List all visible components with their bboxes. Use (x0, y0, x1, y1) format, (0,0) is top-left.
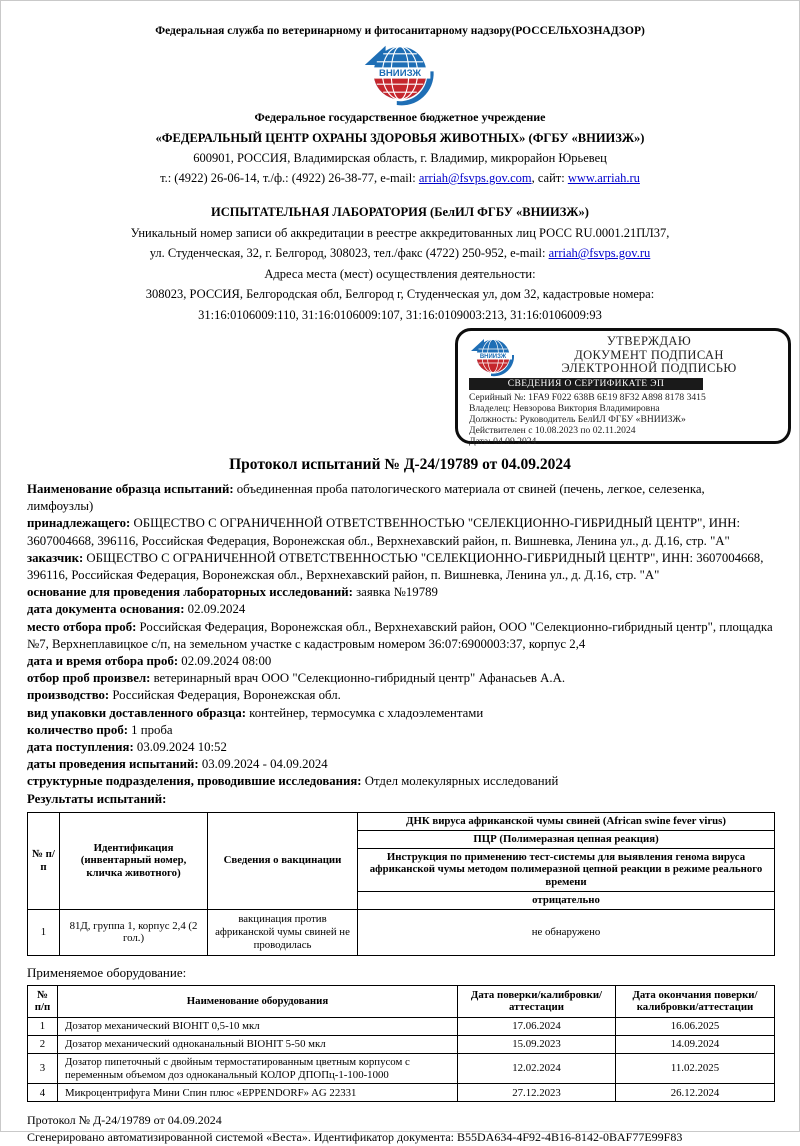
equipment-cell: 14.09.2024 (616, 1035, 775, 1053)
equipment-row (28, 1084, 775, 1102)
field-label: дата поступления: (27, 740, 134, 755)
field-label: дата и время отбора проб: (27, 654, 179, 669)
stamp-date: Дата: 04.09.2024 (469, 435, 537, 447)
stamp-certificate-band: СВЕДЕНИЯ О СЕРТИФИКАТЕ ЭП (469, 378, 703, 390)
field-value: 03.09.2024 - 04.09.2024 (198, 757, 328, 772)
field-row (27, 481, 773, 515)
field-label: место отбора проб: (27, 619, 137, 634)
equipment-cell: 11.02.2025 (616, 1053, 775, 1084)
results-test-name: ДНК вируса африканской чумы свиней (African swine fever virus) (358, 812, 775, 830)
equipment-cell: 12.02.2024 (458, 1053, 616, 1084)
field-row (27, 653, 773, 670)
field-row (27, 705, 773, 722)
site-link[interactable]: www.arriah.ru (567, 171, 640, 185)
field-row (27, 687, 773, 704)
field-value: Российская Федерация, Воронежская обл., Верхнехавский район, ООО "Селекционно-гибридный центр", площадка №7, Верхнеплавицкое с/п, на земельном участке с кадастровым номером 36:07:6900003:37, корпус 2,4 (27, 619, 773, 651)
agency-name: Федеральная служба по ветеринарному и фитосанитарному надзору(РОССЕЛЬХОЗНАДЗОР) (155, 25, 645, 37)
field-label: количество проб: (27, 722, 128, 737)
field-value: объединенная проба патологического материала от свиней (печень, легкое, селезенка, лимфоузлы) (27, 482, 705, 514)
field-label: основание для проведения лабораторных исследований: (27, 585, 353, 600)
equipment-row (28, 1053, 775, 1084)
field-label: заказчик: (27, 550, 84, 565)
org-type: Федеральное государственное бюджетное учреждение (254, 110, 546, 124)
vniizh-logo (355, 41, 445, 105)
field-label: отбор проб произвел: (27, 671, 151, 686)
org-address: 600901, РОССИЯ, Владимирская область, г. Владимир, микрорайон Юрьевец (193, 151, 607, 165)
email-link-lab[interactable]: arriah@fsvps.gov.ru (548, 246, 651, 260)
field-value: ОБЩЕСТВО С ОГРАНИЧЕННОЙ ОТВЕТСТВЕННОСТЬЮ "СЕЛЕКЦИОННО-ГИБРИДНЫЙ ЦЕНТР", ИНН: 3607004668, 396116, Российская Федерация, Воронежская обл., Верхнехавский район, п. Вишневка, Ленина ул., д. Д.16, стр. "А" (27, 550, 764, 583)
stamp-approve: УТВЕРЖДАЮ (606, 334, 692, 348)
document-title: Протокол испытаний № Д-24/19789 от 04.09.2024 (229, 456, 571, 473)
stamp-validity: Действителен с 10.08.2023 по 02.11.2024 (469, 424, 636, 436)
field-row (27, 773, 773, 790)
fields-list (27, 481, 773, 808)
results-row-id: 81Д, группа 1, корпус 2,4 (2 гол.) (60, 909, 208, 955)
stamp-serial: Серийный №: 1FA9 F022 638B 6E19 8F32 A898 8178 3415 (469, 392, 706, 403)
equipment-cell: 2 (28, 1035, 58, 1053)
field-value: Российская Федерация, Воронежская обл. (109, 688, 341, 703)
field-label: Наименование образца испытаний: (27, 482, 234, 496)
vniizh-globe-icon (355, 41, 445, 105)
field-row (27, 722, 773, 739)
equipment-header-row (28, 985, 775, 1017)
footer-protocol-number: Протокол № Д-24/19789 от 04.09.2024 (27, 1113, 222, 1128)
field-label: структурные подразделения, проводившие исследования: (27, 774, 362, 789)
equipment-cell: 4 (28, 1084, 58, 1102)
field-row (27, 515, 773, 549)
equipment-header-num: № п/п (28, 985, 58, 1017)
stamp-details (467, 393, 779, 447)
results-col-id: Идентификация (инвентарный номер, кличка животного) (60, 812, 208, 909)
field-row (27, 550, 773, 584)
field-label: производство: (27, 688, 110, 703)
lab-accreditation: Уникальный номер записи об аккредитации в реестре аккредитованных лиц РОСС RU.0001.21ПЛ37, (130, 225, 670, 240)
field-value: 1 проба (127, 722, 173, 737)
results-test-instruction: Инструкция по применению тест-системы для выявления генома вируса африканской чумы методом полимеразной цепной реакции в режиме реального времени (358, 848, 775, 891)
field-value: 02.09.2024 (184, 602, 246, 617)
footer-generated-by: Сгенерировано автоматизированной системой «Веста». Идентификатор документа: B55DA634-4F92-4B16-8142-0BAF77E99F83 (27, 1130, 683, 1145)
contacts-prefix: т.: (4922) 26-06-14, т./ф.: (4922) 26-38-77, e-mail: (160, 171, 419, 185)
results-row-num: 1 (28, 909, 60, 955)
stamp-top (467, 335, 779, 376)
equipment-cell: 16.06.2025 (616, 1017, 775, 1035)
equipment-cell: Дозатор пипеточный с двойным термостатированным цветным корпусом с переменным объемом доз одноканальный КОЛОР ДПОПц-1-100-1000 (58, 1053, 458, 1084)
email-link-main[interactable]: arriah@fsvps.gov.com (418, 171, 532, 185)
field-row (27, 619, 773, 653)
equipment-cell: 1 (28, 1017, 58, 1035)
equipment-header-date2: Дата окончания поверки/калибровки/аттестации (616, 985, 775, 1017)
equipment-cell: 26.12.2024 (616, 1084, 775, 1102)
lab-address (1, 243, 799, 264)
document-header (1, 1, 799, 325)
stamp-position: Должность: Руководитель БелИЛ ФГБУ «ВНИИЗЖ» (469, 413, 686, 425)
field-row (27, 756, 773, 773)
field-value: ветеринарный врач ООО "Селекционно-гибридный центр" Афанасьев А.А. (150, 671, 566, 686)
field-value: Отдел молекулярных исследований (361, 774, 559, 789)
field-value: 03.09.2024 10:52 (133, 740, 227, 755)
document-footer (27, 1112, 773, 1146)
equipment-section-label: Применяемое оборудование: (27, 964, 187, 980)
results-test-method: ПЦР (Полимеразная цепная реакция) (358, 830, 775, 848)
equipment-row (28, 1017, 775, 1035)
equipment-header-name: Наименование оборудования (58, 985, 458, 1017)
field-label: вид упаковки доставленного образца: (27, 705, 246, 720)
equipment-cell: Дозатор механический одноканальный BIOHIT 5-50 мкл (58, 1035, 458, 1053)
logo-text: ВНИИЗЖ (378, 68, 422, 80)
field-row (27, 791, 773, 808)
lab-address-text: ул. Студенческая, 32, г. Белгород, 308023, тел./факс (4722) 250-952, e-mail: (149, 246, 549, 260)
equipment-cell: Дозатор механический BIOHIT 0,5-10 мкл (58, 1017, 458, 1035)
field-value: 02.09.2024 08:00 (178, 654, 272, 669)
field-label: дата документа основания: (27, 602, 185, 617)
equipment-table (27, 985, 775, 1103)
results-table (27, 812, 775, 956)
field-value: контейнер, термосумка с хладоэлементами (245, 705, 484, 720)
field-label: Результаты испытаний: (27, 791, 167, 806)
results-row-result: не обнаружено (358, 909, 775, 955)
lab-cadastral-numbers: 31:16:0106009:110, 31:16:0106009:107, 31:16:0109003:213, 31:16:0106009:93 (198, 307, 602, 322)
field-label: принадлежащего: (27, 516, 131, 531)
field-value: ОБЩЕСТВО С ОГРАНИЧЕННОЙ ОТВЕТСТВЕННОСТЬЮ "СЕЛЕКЦИОННО-ГИБРИДНЫЙ ЦЕНТР", ИНН: 3607004668, 396116, Российская Федерация, Воронежская обл., Верхнехавский район, п. Вишневка, Ленина ул., д. Д.16, стр. "А" (27, 516, 741, 548)
equipment-cell: 27.12.2023 (458, 1084, 616, 1102)
signature-stamp (455, 328, 791, 447)
lab-activity-title: Адреса места (мест) осуществления деятельности: (264, 266, 536, 281)
equipment-cell: 17.06.2024 (458, 1017, 616, 1035)
equipment-cell: 3 (28, 1053, 58, 1084)
stamp-title (519, 335, 779, 376)
results-row-vacc: вакцинация против африканской чумы свиней не проводилась (208, 909, 358, 955)
field-row (27, 670, 773, 687)
equipment-header-date1: Дата поверки/калибровки/аттестации (458, 985, 616, 1017)
lab-activity-address: 308023, РОССИЯ, Белгородская обл, Белгород г, Студенческая ул, дом 32, кадастровые номера: (145, 287, 655, 301)
stamp-signed-2: ЭЛЕКТРОННОЙ ПОДПИСЬЮ (561, 361, 737, 375)
stamp-owner: Владелец: Невзорова Виктория Владимировна (469, 402, 660, 414)
field-row (27, 739, 773, 756)
results-col-vacc: Сведения о вакцинации (208, 812, 358, 909)
equipment-cell: Микроцентрифуга Мини Спин плюс «EPPENDORF» AG 22331 (58, 1084, 458, 1102)
results-row (28, 909, 775, 955)
org-name: «ФЕДЕРАЛЬНЫЙ ЦЕНТР ОХРАНЫ ЗДОРОВЬЯ ЖИВОТНЫХ» (ФГБУ «ВНИИЗЖ») (155, 131, 645, 145)
lab-block (1, 202, 799, 325)
equipment-cell: 15.09.2023 (458, 1035, 616, 1053)
field-row (27, 584, 773, 601)
lab-title: ИСПЫТАТЕЛЬНАЯ ЛАБОРАТОРИЯ (БелИЛ ФГБУ «ВНИИЗЖ») (211, 205, 589, 219)
org-contacts (1, 171, 799, 186)
equipment-row (28, 1035, 775, 1053)
contacts-mid: , сайт: (531, 171, 568, 185)
results-test-norm: отрицательно (358, 892, 775, 910)
stamp-signed-1: ДОКУМЕНТ ПОДПИСАН (574, 347, 724, 362)
field-value: заявка №19789 (352, 585, 438, 600)
stamp-zone (1, 325, 799, 451)
stamp-vniizh-globe-icon (467, 336, 519, 376)
results-col-num: № п/п (28, 812, 60, 909)
field-row (27, 601, 773, 618)
field-label: даты проведения испытаний: (27, 757, 199, 772)
stamp-logo-text: ВНИИЗЖ (479, 354, 507, 360)
